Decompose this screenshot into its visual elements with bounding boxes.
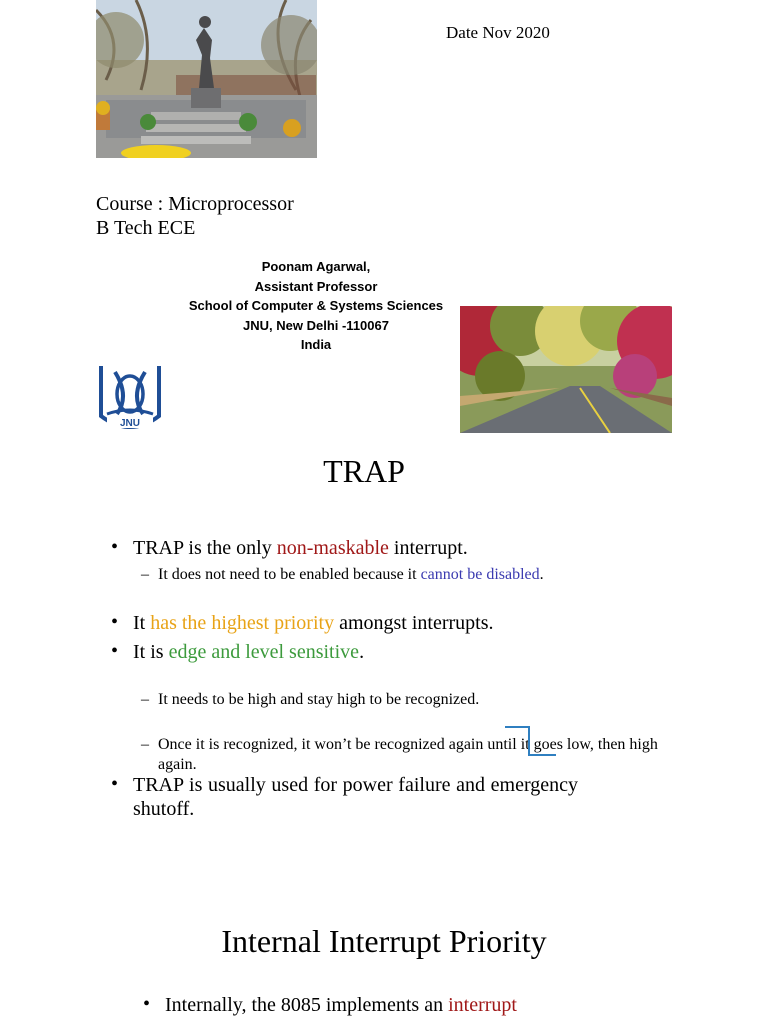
author-address: JNU, New Delhi -110067: [243, 317, 389, 333]
statue-photo: [96, 0, 317, 158]
bullet-power-failure: • TRAP is usually used for power failure and emergency shutoff.: [111, 773, 578, 821]
author-block: [166, 257, 466, 355]
sub-bullet-cannot-disable: – It does not need to be enabled because it cannot be disabled.: [133, 565, 630, 585]
author-name: Poonam Agarwal,: [261, 259, 371, 274]
course-name: Course : Microprocessor: [96, 193, 294, 215]
sub-bullet-recognized-again: – Once it is recognized, it won’t be recognized again until it goes low, then high again.: [133, 735, 688, 775]
bullet-internally: • Internally, the 8085 implements an interrupt: [143, 993, 643, 1017]
bullet-non-maskable: • TRAP is the only non-maskable interrupt.: [111, 536, 611, 560]
course-program: B Tech ECE: [96, 217, 196, 239]
jnu-logo: [97, 364, 163, 434]
author-school: School of Computer & Systems Sciences: [188, 298, 444, 313]
author-role: Assistant Professor: [254, 278, 378, 294]
trap-slide-title: TRAP: [323, 453, 405, 489]
campus-road-photo: [460, 306, 672, 433]
trap-bullet-list: [111, 536, 611, 560]
course-title: [96, 192, 294, 240]
logo-text: JNU: [119, 418, 141, 429]
bullet-edge-level: • It is edge and level sensitive.: [111, 640, 631, 664]
date-label: Date Nov 2020: [446, 23, 550, 42]
priority-slide-title: Internal Interrupt Priority: [221, 923, 547, 959]
bullet-highest-priority: • It has the highest priority amongst interrupts.: [111, 611, 631, 635]
sub-bullet-stay-high: – It needs to be high and stay high to be recognized.: [133, 690, 678, 710]
author-country: India: [300, 337, 332, 352]
signal-waveform: [503, 724, 559, 760]
